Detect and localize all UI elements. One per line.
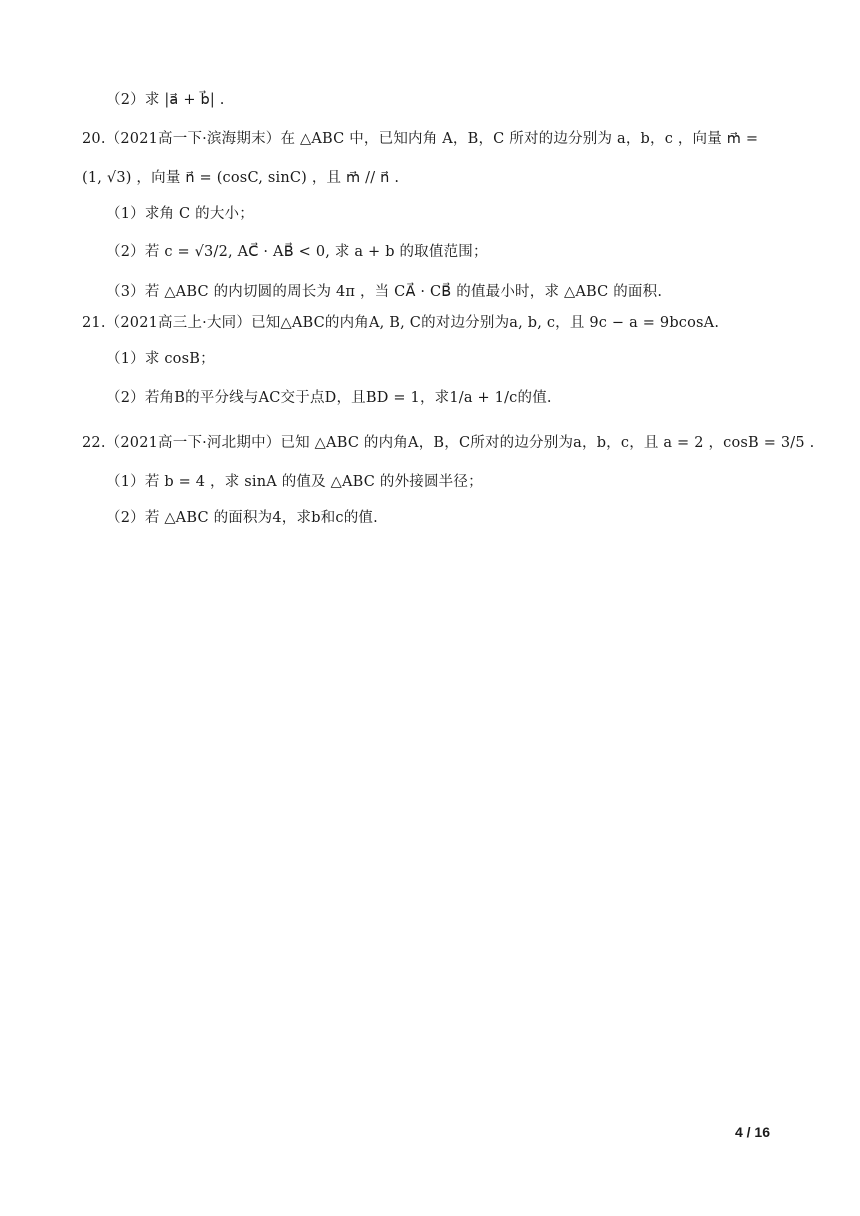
- text-line: 21.（2021高三上·大同）已知△ABC的内角A, B, C的对边分别为a, b, c，且 9c − a = 9bcosA.: [82, 315, 720, 331]
- text-line: （2）求 |a⃗ + b⃗| .: [106, 92, 225, 108]
- text-line: （1）若 b = 4 ，求 sinA 的值及 △ABC 的外接圆半径；: [106, 474, 483, 490]
- text-line: （1）求 cosB；: [106, 351, 215, 367]
- q20-part1-line: [106, 204, 254, 224]
- q20-part2-line: [106, 242, 488, 262]
- text-line: （2）若 c = √3/2, AC⃗ · AB⃗ < 0, 求 a + b 的取值范围；: [106, 244, 488, 260]
- q21-part2-line: [106, 388, 552, 408]
- page-number: 4 / 16: [734, 1124, 770, 1140]
- text-line: （3）若 △ABC 的内切圆的周长为 4π ，当 CA⃗ · CB⃗ 的值最小时，求 △ABC 的面积.: [106, 284, 663, 300]
- text-line: 20.（2021高一下·滨海期末）在 △ABC 中，已知内角 A，B，C 所对的边分别为 a，b，c ，向量 m⃗ =: [82, 131, 759, 147]
- text-line: 22.（2021高一下·河北期中）已知 △ABC 的内角A，B，C所对的边分别为a，b，c，且 a = 2 ，cosB = 3/5 .: [82, 435, 815, 451]
- text-line: （2）若角B的平分线与AC交于点D，且BD = 1，求1/a + 1/c的值.: [106, 390, 552, 406]
- q22-part1-line: [106, 472, 483, 492]
- text-line: (1, √3) ，向量 n⃗ = (cosC, sinC) ，且 m⃗ // n⃗ .: [82, 170, 400, 186]
- q20-part3-line: [106, 282, 662, 302]
- text-line: （2）若 △ABC 的面积为4，求b和c的值.: [106, 510, 378, 526]
- q20-stem-line-2: [82, 168, 399, 188]
- text-line: （1）求角 C 的大小；: [106, 206, 254, 222]
- q20-stem-line-1: [82, 129, 758, 149]
- q21-stem-line: [82, 313, 719, 333]
- q21-part1-line: [106, 349, 215, 369]
- q22-stem-line: [82, 433, 814, 453]
- q19-part2-line: [106, 90, 225, 110]
- q22-part2-line: [106, 508, 378, 528]
